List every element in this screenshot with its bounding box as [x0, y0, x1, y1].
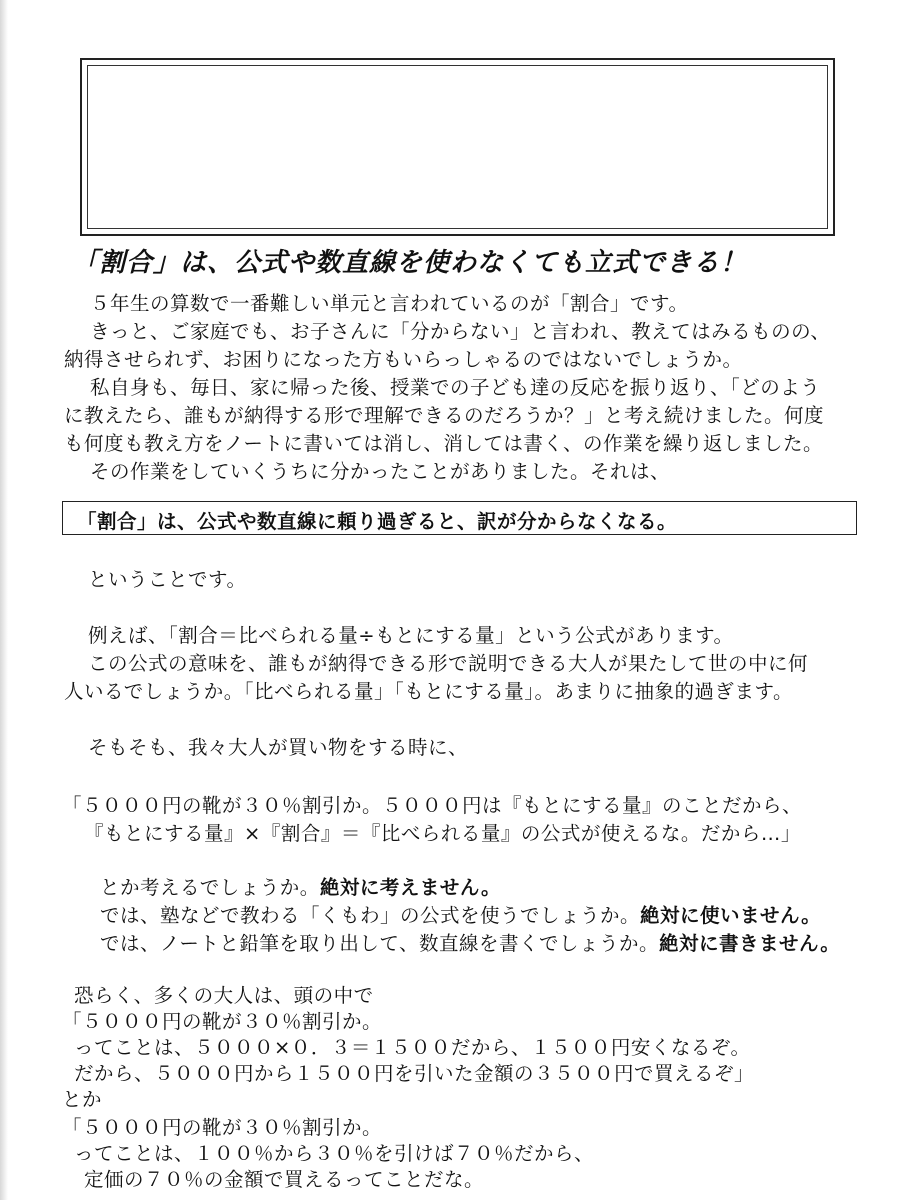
quote-formula-line: 「５０００円の靴が３０％割引か。５０００円は『もとにする量』のことだから、 [62, 794, 803, 817]
formula-line: 人いるでしょうか。「比べられる量」「もとにする量」。あまりに抽象的過ぎます。 [64, 680, 793, 703]
rhetorical-answer: 絶対に書きません。 [659, 932, 841, 955]
adult-thinking-line: 「５０００円の靴が３０％割引か。 [62, 1010, 383, 1033]
key-statement-box [62, 501, 857, 535]
intro-line: ５年生の算数で一番難しい単元と言われているのが「割合」です。 [90, 292, 689, 315]
rhetorical-answer: 絶対に考えません。 [319, 876, 501, 899]
adult-thinking-line: だから、５０００円から１５００円を引いた金額の３５００円で買えるぞ」 [74, 1062, 755, 1085]
intro-line: 私自身も、毎日、家に帰った後、授業での子ども達の反応を振り返り、「どのよう [90, 376, 821, 399]
key-statement: 「割合」は、公式や数直線に頼り過ぎると、訳が分からなくなる。 [77, 510, 678, 533]
intro-line: も何度も教え方をノートに書いては消し、消しては書く、の作業を繰り返しました。 [64, 432, 824, 455]
intro-line: に教えたら、誰もが納得する形で理解できるのだろうか？」と考え続けました。何度 [64, 404, 825, 427]
rhetorical-line [100, 872, 501, 900]
shopping-intro: そもそも、我々大人が買い物をする時に、 [88, 736, 469, 759]
adult-thinking-line: とか [62, 1088, 103, 1111]
rhetorical-answer: 絶対に使いません。 [640, 904, 822, 927]
intro-line: 納得させられず、お困りになった方もいらっしゃるのではないでしょうか。 [64, 348, 743, 371]
intro-line: きっと、ご家庭でも、お子さんに「分からない」と言われ、教えてはみるものの、 [90, 320, 831, 343]
headline: 「割合」は、公式や数直線を使わなくても立式できる！ [72, 248, 748, 278]
rhetorical-question: とか考えるでしょうか。 [100, 876, 320, 899]
title-box [80, 58, 835, 236]
rhetorical-question: では、ノートと鉛筆を取り出して、数直線を書くでしょうか。 [100, 932, 660, 955]
adult-thinking-line: 「５０００円の靴が３０％割引か。 [62, 1116, 383, 1139]
formula-line: この公式の意味を、誰もが納得できる形で説明できる大人が果たして世の中に何 [88, 652, 809, 675]
adult-thinking-line: 恐らく、多くの大人は、頭の中で [74, 984, 374, 1007]
after-key-statement: ということです。 [88, 568, 247, 591]
rhetorical-line [100, 928, 840, 956]
adult-thinking-line: ってことは、５０００×０．３＝１５００だから、１５００円安くなるぞ。 [74, 1036, 751, 1059]
adult-thinking-line: 定価の７０％の金額で買えるってことだな。 [84, 1168, 485, 1191]
intro-line: その作業をしていくうちに分かったことがありました。それは、 [90, 460, 671, 483]
scan-edge [0, 0, 8, 1200]
rhetorical-line [100, 900, 821, 928]
title-box-inner-border [87, 65, 828, 229]
formula-line: 例えば、「割合＝比べられる量÷もとにする量」という公式があります。 [88, 624, 734, 647]
quote-formula-line: 『もとにする量』×『割合』＝『比べられる量』の公式が使えるな。だから…」 [84, 822, 801, 845]
adult-thinking-line: ってことは、１００％から３０％を引けば７０％だから、 [74, 1142, 595, 1165]
rhetorical-question: では、塾などで教わる「くもわ」の公式を使うでしょうか。 [100, 904, 641, 927]
